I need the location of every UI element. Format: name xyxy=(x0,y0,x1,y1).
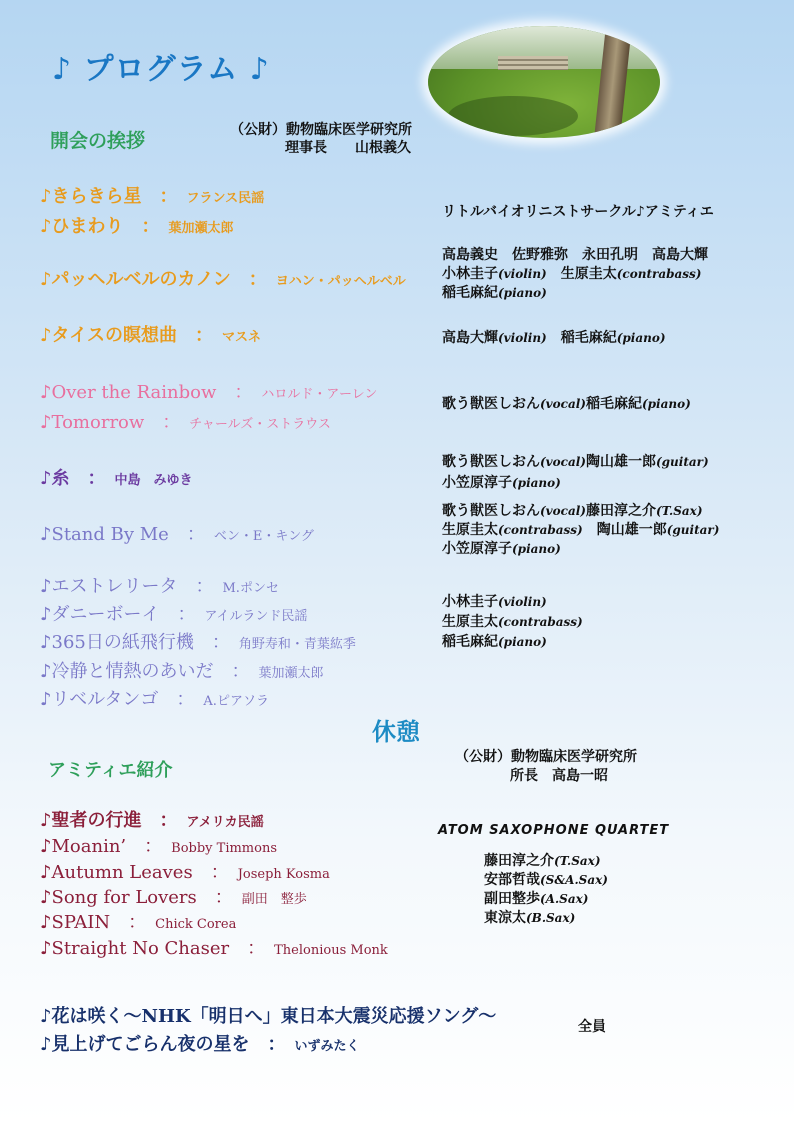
song-title: ♪エストレリータ ： M.ポンセ xyxy=(40,576,279,597)
song-title: ♪Straight No Chaser ： Thelonious Monk xyxy=(40,938,388,959)
performers-thais: 高島大輝(violin) 稲毛麻紀(piano) xyxy=(442,330,666,346)
quartet-name: ATOM SAXOPHONE QUARTET xyxy=(438,823,670,838)
finale-performers: 全員 xyxy=(578,1019,606,1035)
opening-person: 理事長 山根義久 xyxy=(285,140,411,156)
song-title: ♪Over the Rainbow ： ハロルド・アーレン xyxy=(40,382,378,403)
song-title: ♪きらきら星 ： フランス民謡 xyxy=(40,186,265,207)
song-title: ♪聖者の行進 ： アメリカ民謡 xyxy=(40,810,264,831)
song-title: ♪パッヘルベルのカノン ： ヨハン・パッヘルベル xyxy=(40,269,406,290)
amitie-label: アミティエ紹介 xyxy=(48,760,173,781)
song-title: ♪365日の紙飛行機 ： 角野寿和・青葉紘季 xyxy=(40,632,356,653)
performer-circle: リトルバイオリニストサークル♪アミティエ xyxy=(442,204,714,220)
performers-ito: 歌う獣医しおん(vocal)陶山雄一郎(guitar) 小笠原淳子(piano) xyxy=(442,454,709,491)
song-title: ♪SPAIN ： Chick Corea xyxy=(40,912,237,933)
song-title: ♪ひまわり ： 葉加瀬太郎 xyxy=(40,216,234,237)
performers-standbyme: 歌う獣医しおん(vocal)藤田淳之介(T.Sax) 生原圭太(contrabass) 陶山雄一郎(guitar) 小笠原淳子(piano) xyxy=(442,503,720,557)
song-title: ♪ダニーボーイ ： アイルランド民謡 xyxy=(40,604,308,625)
page-title: ♪ プログラム ♪ xyxy=(52,52,270,87)
song-title: ♪Moanin’ ： Bobby Timmons xyxy=(40,836,278,857)
opening-label: 開会の挨拶 xyxy=(50,130,146,152)
song-title: ♪花は咲く～NHK「明日へ」東日本大震災応援ソング～ xyxy=(40,1006,497,1027)
song-title: ♪糸 ： 中島 みゆき xyxy=(40,468,193,489)
park-photo xyxy=(428,26,660,138)
performers-group: 小林圭子(violin) 生原圭太(contrabass) 稲毛麻紀(piano) xyxy=(442,594,583,650)
intermission-heading: 休憩 xyxy=(372,717,420,746)
amitie-org: （公財）動物臨床医学研究所 xyxy=(455,749,637,765)
song-title: ♪Song for Lovers ： 副田 整歩 xyxy=(40,887,307,908)
song-title: ♪見上げてごらん夜の星を ： いずみたく xyxy=(40,1034,360,1055)
performers-canon: 高島義史 佐野雅弥 永田孔明 高島大輝 小林圭子(violin) 生原圭太(contrabass) 稲毛麻紀(piano) xyxy=(442,247,708,301)
quartet-members: 藤田淳之介(T.Sax) 安部哲哉(S&A.Sax) 副田整歩(A.Sax) 東涼太(B.Sax) xyxy=(484,853,608,926)
performers-rainbow: 歌う獣医しおん(vocal)稲毛麻紀(piano) xyxy=(442,396,691,412)
song-title: ♪Stand By Me ： ベン・E・キング xyxy=(40,524,314,545)
amitie-person: 所長 高島一昭 xyxy=(510,768,608,784)
song-title: ♪Autumn Leaves ： Joseph Kosma xyxy=(40,862,330,883)
opening-org: （公財）動物臨床医学研究所 xyxy=(230,122,412,138)
song-title: ♪冷静と情熱のあいだ ： 葉加瀬太郎 xyxy=(40,661,324,682)
song-title: ♪Tomorrow ： チャールズ・ストラウス xyxy=(40,412,331,433)
song-title: ♪タイスの瞑想曲 ： マスネ xyxy=(40,325,261,346)
song-title: ♪リベルタンゴ ： A.ピアソラ xyxy=(40,689,269,710)
